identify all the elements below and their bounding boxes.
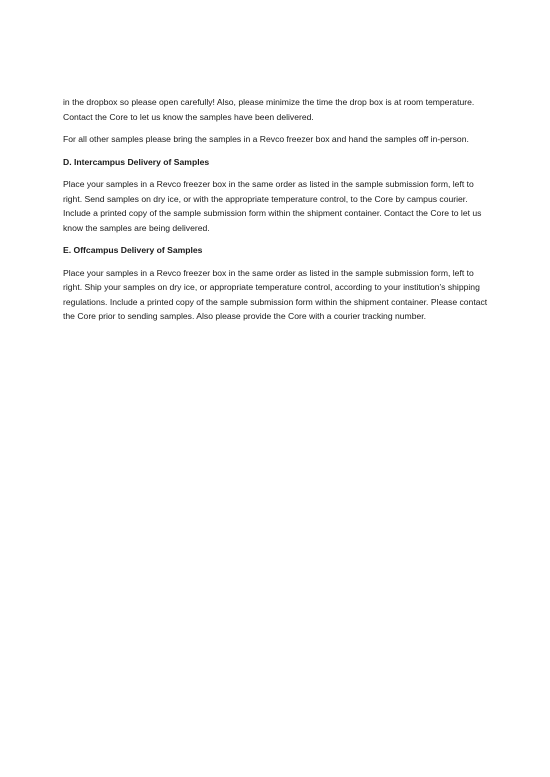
section-e-heading: E. Offcampus Delivery of Samples [63,245,203,255]
document-body [63,95,491,332]
section-d-body: Place your samples in a Revco freezer box in the same order as listed in the sample submission form, left to right. Send samples on dry ice, or with the appropriate temperature control, to the Core by campus courier. Include a printed copy of the sample submission form within the shipment container. Contact the Core to let us know the samples are being delivered. [63,179,482,233]
paragraph-dropbox-continuation: in the dropbox so please open carefully! Also, please minimize the time the drop box is at room temperature. Contact the Core to let us know the samples have been delivered. [63,97,475,122]
section-d-heading: D. Intercampus Delivery of Samples [63,156,210,167]
paragraph-other-samples: For all other samples please bring the samples in a Revco freezer box and hand the samples off in-person. [63,134,469,144]
section-e-body: Place your samples in a Revco freezer box in the same order as listed in the sample submission form, left to right. Ship your samples on dry ice, or appropriate temperature control, according to your institution’s shipping regulations. Include a printed copy of the sample submission form within the shipment container. Please contact the Core prior to sending samples. Also please provide the Core with a courier tracking number. [63,267,488,321]
